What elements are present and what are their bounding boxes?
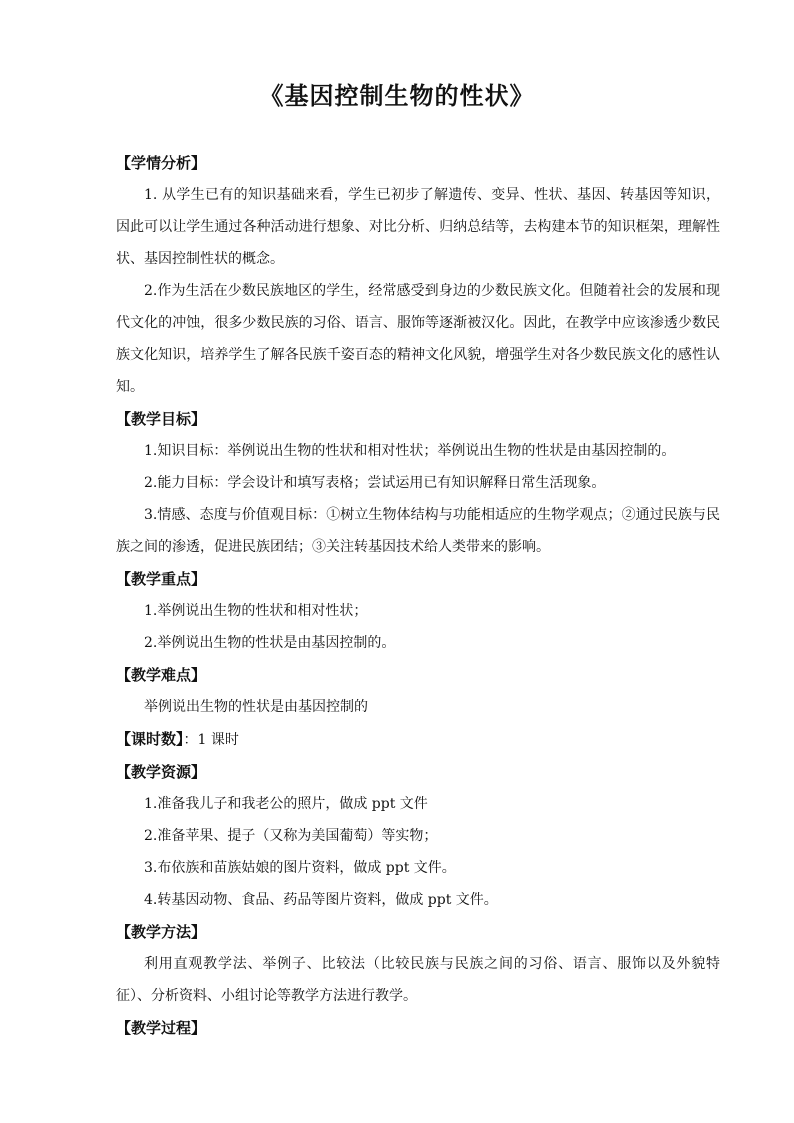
section-heading-key-points: 【教学重点】 — [116, 570, 207, 588]
document-body — [116, 147, 720, 1044]
section-heading-process: 【教学过程】 — [116, 1019, 207, 1037]
analysis-paragraph-1: 1. 从学生已有的知识基础来看，学生已初步了解遗传、变异、性状、基因、转基因等知识，因此可以让学生通过各种活动进行想象、对比分析、归纳总结等，去构建本节的知识框架，理解性状、基因控制性状的概念。 — [116, 187, 720, 267]
section-heading-difficulties: 【教学难点】 — [116, 666, 207, 684]
section-heading-analysis: 【学情分析】 — [116, 154, 207, 172]
goals-paragraph-2: 2.能力目标：学会设计和填写表格；尝试运用已有知识解释日常生活现象。 — [144, 475, 606, 491]
key-points-paragraph-2: 2.举例说出生物的性状是由基因控制的。 — [144, 635, 396, 651]
section-heading-hours: 【课时数】 — [116, 730, 184, 748]
section-heading-goals: 【教学目标】 — [116, 410, 207, 428]
goals-paragraph-3: 3.情感、态度与价值观目标：①树立生物体结构与功能相适应的生物学观点；②通过民族与民族之间的渗透，促进民族团结；③关注转基因技术给人类带来的影响。 — [116, 507, 720, 555]
resources-paragraph-1: 1.准备我儿子和我老公的照片，做成 ppt 文件 — [144, 796, 428, 812]
difficulties-paragraph-1: 举例说出生物的性状是由基因控制的 — [144, 699, 368, 715]
hours-line — [116, 723, 720, 756]
resources-paragraph-2: 2.准备苹果、提子（又称为美国葡萄）等实物； — [144, 828, 438, 844]
hours-value: ：1 课时 — [183, 732, 239, 748]
resources-paragraph-3: 3.布依族和苗族姑娘的图片资料，做成 ppt 文件。 — [144, 860, 456, 876]
analysis-paragraph-2: 2.作为生活在少数民族地区的学生，经常感受到身边的少数民族文化。但随着社会的发展和现代文化的冲蚀，很多少数民族的习俗、语言、服饰等逐渐被汉化。因此，在教学中应该渗透少数民族文化知识，培养学生了解各民族千姿百态的精神文化风貌，增强学生对各少数民族文化的感性认知。 — [116, 283, 720, 395]
section-heading-resources: 【教学资源】 — [116, 763, 207, 781]
key-points-paragraph-1: 1.举例说出生物的性状和相对性状； — [144, 603, 368, 619]
methods-paragraph-1: 利用直观教学法、举例子、比较法（比较民族与民族之间的习俗、语言、服饰以及外貌特征）、分析资料、小组讨论等教学方法进行教学。 — [116, 956, 720, 1004]
section-heading-methods: 【教学方法】 — [116, 923, 207, 941]
resources-paragraph-4: 4.转基因动物、食品、药品等图片资料，做成 ppt 文件。 — [144, 892, 498, 908]
document-title: 《基因控制生物的性状》 — [259, 81, 535, 110]
goals-paragraph-1: 1.知识目标：举例说出生物的性状和相对性状；举例说出生物的性状是由基因控制的。 — [144, 443, 676, 459]
